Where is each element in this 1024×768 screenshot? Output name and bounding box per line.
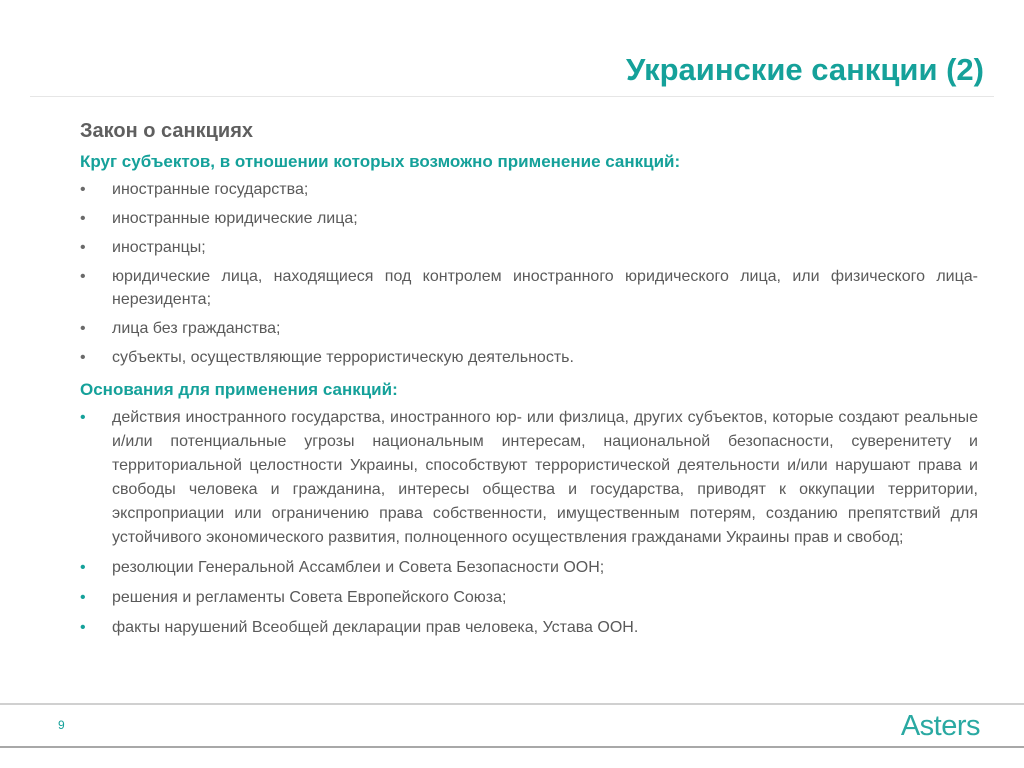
bullet-icon: • — [80, 239, 86, 256]
footer-divider-bottom — [0, 746, 1024, 748]
list-item-text: резолюции Генеральной Ассамблеи и Совета Безопасности ООН; — [112, 559, 605, 576]
law-heading: Закон о санкциях — [80, 120, 253, 142]
bullet-icon: • — [80, 619, 86, 636]
list-item-text: иностранные государства; — [112, 181, 309, 198]
footer-divider-top — [0, 703, 1024, 705]
list-item-text: решения и регламенты Совета Европейского Союза; — [112, 589, 507, 606]
grounds-heading: Основания для применения санкций: — [80, 380, 398, 399]
grounds-list — [80, 406, 978, 640]
bullet-icon: • — [80, 181, 86, 198]
list-item — [80, 236, 978, 259]
asters-logo: Asters — [900, 710, 980, 742]
list-item-text: лица без гражданства; — [112, 320, 281, 337]
list-item — [80, 207, 978, 230]
list-item-text: действия иностранного государства, иностранного юр- или физлица, других субъектов, которые создают реальные и/или потенциальные угрозы национальным интересам, национальной безопасности, суверенитету и территориальной целостности Украины, способствуют террористической деятельности и/или нарушают права и свободы человека и гражданина, интересы общества и государства, приводят к оккупации территории, экспроприации или ограничению права собственности, имущественным потерям, созданию препятствий для устойчивого экономического развития, полноценного осуществления гражданами Украины прав и свобод; — [112, 409, 978, 546]
list-item-text: иностранцы; — [112, 239, 206, 256]
list-item — [80, 586, 978, 610]
bullet-icon: • — [80, 210, 86, 227]
list-item-text: иностранные юридические лица; — [112, 210, 358, 227]
list-item — [80, 556, 978, 580]
subjects-heading: Круг субъектов, в отношении которых возможно применение санкций: — [80, 152, 681, 171]
list-item-text: факты нарушений Всеобщей декларации прав человека, Устава ООН. — [112, 619, 639, 636]
bullet-icon: • — [80, 589, 86, 606]
title-divider — [30, 96, 994, 97]
slide-title: Украинские санкции (2) — [625, 52, 984, 87]
bullet-icon: • — [80, 320, 86, 337]
bullet-icon: • — [80, 268, 86, 285]
list-item — [80, 406, 978, 550]
bullet-icon: • — [80, 349, 86, 366]
list-item-text: субъекты, осуществляющие террористическую деятельность. — [112, 349, 574, 366]
page-number: 9 — [58, 718, 65, 732]
list-item — [80, 616, 978, 640]
bullet-icon: • — [80, 409, 86, 426]
subjects-list — [80, 178, 978, 369]
slide-content — [80, 118, 978, 646]
list-item — [80, 317, 978, 340]
list-item — [80, 178, 978, 201]
list-item — [80, 346, 978, 369]
list-item-text: юридические лица, находящиеся под контролем иностранного юридического лица, или физического лица-нерезидента; — [112, 268, 978, 308]
list-item — [80, 265, 978, 311]
bullet-icon: • — [80, 559, 86, 576]
